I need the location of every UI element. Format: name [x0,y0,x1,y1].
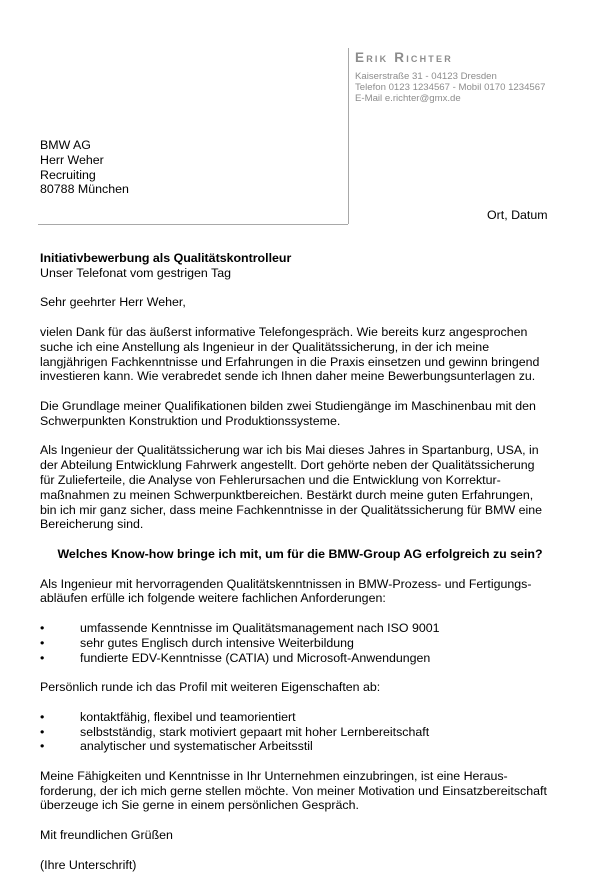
signature: (Ihre Unterschrift) [40,857,137,872]
letter-date: Ort, Datum [487,208,548,222]
list-item: • sehr gutes Englisch durch intensive Weiterbildung [40,635,354,650]
paragraph-line: forderung, der ich mich gerne stellen möchte. Von meiner Motivation und Einsatzbereitschaft [40,783,547,798]
paragraph-line: Als Ingenieur der Qualitätssicherung war ich bis Mai dieses Jahres in Spartanburg, USA, in [40,443,539,458]
closing-greeting: Mit freundlichen Grüßen [40,828,173,843]
bullet-icon: • [40,635,45,650]
recipient-city: 80788 München [40,182,129,197]
bullet-icon: • [40,650,45,665]
paragraph-requirements [40,577,560,607]
recipient-address [40,138,129,197]
list-item: • kontaktfähig, flexibel und teamorientiert [40,709,296,724]
subject-reference: Unser Telefonat vom gestrigen Tag [40,265,232,280]
paragraph-line: Die Grundlage meiner Qualifikationen bilden zwei Studiengänge im Maschinenbau mit den [40,398,536,413]
bullet-list-traits [40,710,560,754]
sender-block [348,48,598,224]
sender-address: Kaiserstraße 31 - 04123 Dresden [355,71,497,82]
list-item: • analytischer und systematischer Arbeitsstil [40,739,313,754]
bullet-icon: • [40,709,45,724]
paragraph-line: für Zulieferteile, die Analyse von Fehlerursachen und die Entwicklung von Korrektur- [40,472,501,487]
paragraph-line: Als Ingenieur mit hervorragenden Qualitätskenntnissen in BMW-Prozess- und Fertigungs- [40,576,532,591]
salutation: Sehr geehrter Herr Weher, [40,295,186,310]
list-item: • selbstständig, stark motiviert gepaart mit hoher Lernbereitschaft [40,724,430,739]
paragraph-line: Meine Fähigkeiten und Kenntnisse in Ihr Unternehmen einzubringen, ist eine Heraus- [40,768,508,783]
recipient-department: Recruiting [40,167,96,182]
paragraph-line: überzeuge ich Sie gerne in einem persönlichen Gespräch. [40,798,359,813]
recipient-person: Herr Weher [40,152,104,167]
paragraph-experience [40,443,560,532]
list-item: • umfassende Kenntnisse im Qualitätsmanagement nach ISO 9001 [40,620,440,635]
paragraph-line: abläufen erfülle ich folgende weitere fachlichen Anforderungen: [40,591,386,606]
bullet-list-skills [40,621,560,665]
recipient-company: BMW AG [40,138,91,152]
paragraph-line: Bereicherung sind. [40,517,144,532]
know-how-heading: Welches Know-how bringe ich mit, um für die BMW-Group AG erfolgreich zu sein? [57,546,543,561]
paragraph-intro [40,325,560,384]
recipient-field-border [38,224,348,225]
paragraph-line: investieren kann. Wie verabredet sende ich Ihnen daher meine Bewerbungsunterlagen zu. [40,369,536,384]
sender-phones: Telefon 0123 1234567 - Mobil 0170 1234567 [355,82,546,93]
paragraph-line: bin ich mir ganz sicher, dass meine Fachkenntnisse in der Qualitätssicherung für BMW eine [40,502,543,517]
paragraph-line: vielen Dank für das äußerst informative Telefongespräch. Wie bereits kurz angesprochen [40,324,528,339]
paragraph-personal: Persönlich runde ich das Profil mit weiteren Eigenschaften ab: [40,680,381,695]
paragraph-line: langjährigen Fachkenntnisse und Erfahrungen in die Praxis einsetzen und gewinn bringend [40,354,540,369]
subject-line: Initiativbewerbung als Qualitätskontrolleur [40,251,292,265]
bullet-icon: • [40,620,45,635]
paragraph-line: suche ich eine Anstellung als Ingenieur in der Qualitätssicherung, in der ich meine [40,339,490,354]
list-item: • fundierte EDV-Kenntnisse (CATIA) und Microsoft-Anwendungen [40,650,431,665]
paragraph-line: maßnahmen zu meinen Schwerpunktbereichen. Bestärkt durch meine guten Erfahrungen, [40,487,534,502]
paragraph-qualifications [40,399,560,429]
sender-divider [348,48,349,224]
letter-body [40,251,560,872]
paragraph-line: der Abteilung Entwicklung Fahrwerk angestellt. Dort gehörte neben der Qualitätssicherung [40,458,535,473]
paragraph-closing [40,769,560,813]
paragraph-line: Schwerpunkten Konstruktion und Produktionssysteme. [40,413,341,428]
sender-name: Erik Richter [355,50,453,65]
bullet-icon: • [40,724,45,739]
bullet-icon: • [40,739,45,754]
sender-email: E-Mail e.richter@gmx.de [355,93,461,104]
